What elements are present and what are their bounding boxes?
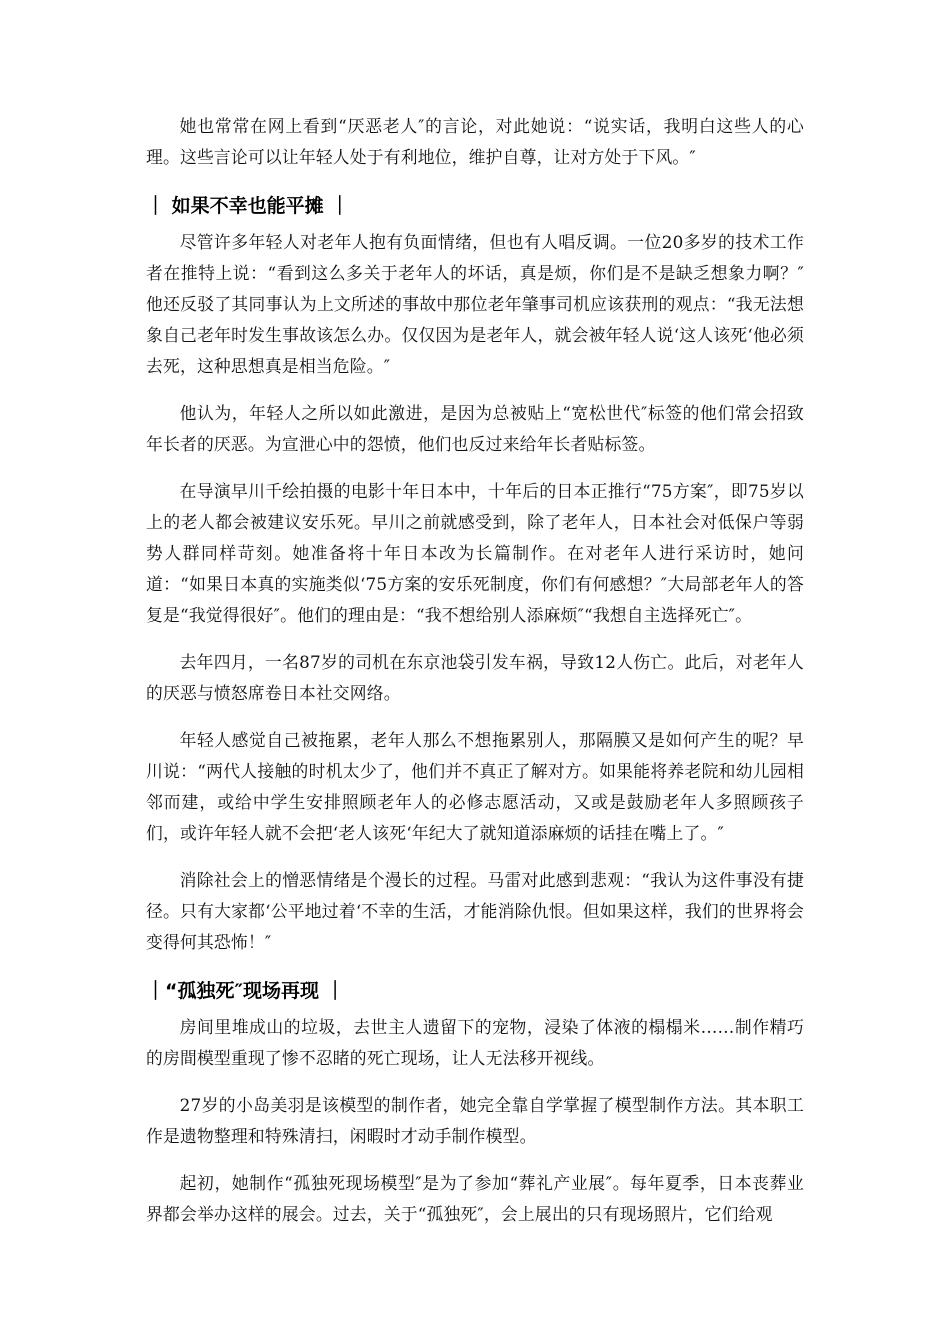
paragraph-8: 房间里堆成山的垃圾，去世主人遗留下的宠物，浸染了体液的榻榻米……制作精巧的房間模型重现了惨不忍睹的死亡现场，让人无法移开视线。 [146, 1017, 804, 1068]
paragraph-6: 年轻人感觉自己被拖累，老年人那么不想拖累别人，那隔膜又是如何产生的呢？早川说：“两代人接触的时机太少了，他们并不真正了解对方。如果能将养老院和幼儿园相邻而建，或给中学生安排照顾老年人的必修志愿活动，又或是鼓励老年人多照顾孩子们，或许年轻人就不会把‘老人该死‘年纪大了就知道添麻烦的话挂在嘴上了。″ [146, 730, 804, 843]
section-heading-1: ｜ 如果不幸也能平摊 ｜ [146, 195, 350, 217]
article-body [146, 111, 804, 1246]
section-heading-2: ｜“孤独死″现场再现 ｜ [146, 980, 345, 1002]
paragraph-1: 她也常常在网上看到“厌恶老人″的言论，对此她说：“说实话，我明白这些人的心理。这些言论可以让年轻人处于有利地位，维护自尊，让对方处于下风。″ [146, 116, 804, 167]
paragraph-9: 27岁的小岛美羽是该模型的制作者，她完全靠自学掌握了模型制作方法。其本职工作是遗物整理和特殊清扫，闲暇时才动手制作模型。 [146, 1095, 804, 1146]
paragraph-5: 去年四月，一名87岁的司机在东京池袋引发车祸，导致12人伤亡。此后，对老年人的厌恶与愤怒席卷日本社交网络。 [146, 652, 804, 703]
paragraph-10: 起初，她制作“孤独死现场模型″是为了参加“葬礼产业展″。每年夏季，日本丧葬业界都会举办这样的展会。过去，关于“孤独死″，会上展出的只有现场照片，它们给观 [146, 1173, 804, 1224]
paragraph-3: 他认为，年轻人之所以如此激进，是因为总被贴上“宽松世代″标签的他们常会招致年长者的厌恶。为宣泄心中的怨愤，他们也反过来给年长者贴标签。 [146, 403, 804, 454]
paragraph-2: 尽管许多年轻人对老年人抱有负面情绪，但也有人唱反调。一位20多岁的技术工作者在推特上说：“看到这么多关于老年人的坏话，真是烦，你们是不是缺乏想象力啊？″他还反驳了其同事认为上文所述的事故中那位老年肇事司机应该获刑的观点：“我无法想象自己老年时发生事故该怎么办。仅仅因为是老年人，就会被年轻人说‘这人该死‘他必须去死，这种思想真是相当危险。″ [146, 232, 804, 376]
paragraph-7: 消除社会上的憎恶情绪是个漫长的过程。马雷对此感到悲观：“我认为这件事没有捷径。只有大家都‘公平地过着‘不幸的生活，才能消除仇恨。但如果这样，我们的世界将会变得何其恐怖！″ [146, 870, 804, 952]
paragraph-4: 在导演早川千绘拍摄的电影十年日本中，十年后的日本正推行“75方案″，即75岁以上的老人都会被建议安乐死。早川之前就感受到，除了老年人，日本社会对低保户等弱势人群同样苛刻。她准备将十年日本改为长篇制作。在对老年人进行采访时，她问道：“如果日本真的实施类似‘75方案的安乐死制度，你们有何感想？″大局部老年人的答复是“我觉得很好″。他们的理由是：“我不想给别人添麻烦″“我想自主选择死亡″。 [146, 481, 804, 625]
